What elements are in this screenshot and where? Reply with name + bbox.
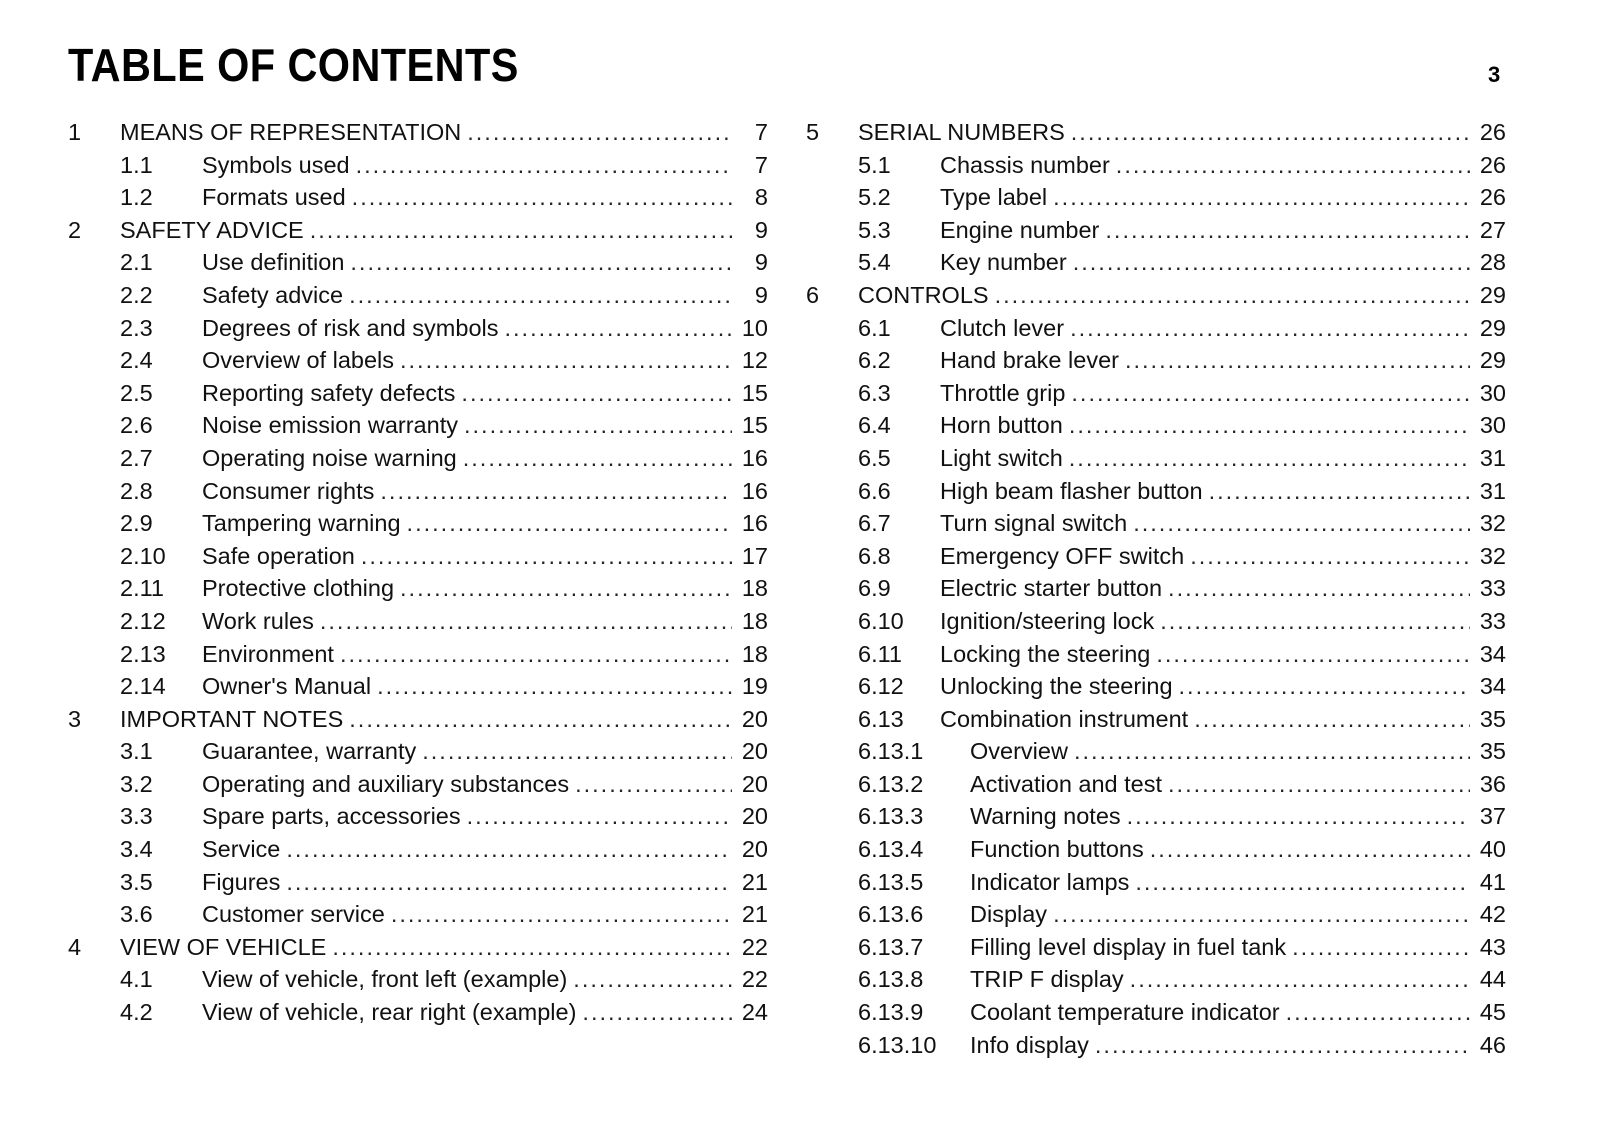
- toc-entry[interactable]: [806, 898, 1506, 931]
- dot-leader: [1071, 116, 1470, 149]
- toc-entry-page: 32: [1479, 542, 1506, 569]
- dot-leader: [995, 279, 1470, 312]
- toc-entry[interactable]: [806, 800, 1506, 833]
- toc-entry-label: Owner's Manual: [202, 673, 372, 700]
- toc-entry-label: View of vehicle, rear right (example): [202, 999, 577, 1026]
- toc-entry-page: 33: [1479, 607, 1506, 634]
- toc-entry-page: 34: [1479, 640, 1506, 667]
- dot-leader: [1160, 605, 1470, 638]
- toc-entry-label: Chassis number: [940, 151, 1110, 178]
- dot-leader: [350, 246, 732, 279]
- toc-entry[interactable]: [68, 866, 768, 899]
- toc-entry-page: 35: [1479, 738, 1506, 765]
- toc-entry-label: Symbols used: [202, 151, 350, 178]
- toc-entry-number: 2: [68, 216, 82, 243]
- toc-entry[interactable]: [806, 670, 1506, 703]
- toc-entry-label: Function buttons: [970, 836, 1144, 863]
- toc-entry-page: 43: [1479, 933, 1506, 960]
- toc-entry[interactable]: [806, 735, 1506, 768]
- dot-leader: [575, 768, 732, 801]
- toc-entry[interactable]: [806, 116, 1506, 149]
- toc-entry[interactable]: [68, 149, 768, 182]
- toc-entry-page: 27: [1479, 216, 1506, 243]
- dot-leader: [463, 442, 732, 475]
- toc-entry[interactable]: [806, 507, 1506, 540]
- toc-entry-page: 16: [741, 510, 768, 537]
- toc-entry-number: 6.4: [858, 412, 891, 439]
- toc-entry-page: 26: [1479, 184, 1506, 211]
- toc-entry-label: Horn button: [940, 412, 1063, 439]
- toc-entry-page: 42: [1479, 901, 1506, 928]
- dot-leader: [286, 866, 732, 899]
- toc-entry-page: 18: [741, 607, 768, 634]
- dot-leader: [464, 409, 732, 442]
- toc-entry-number: 6.6: [858, 477, 891, 504]
- toc-entry-number: 2.5: [120, 379, 153, 406]
- toc-entry-page: 29: [1479, 314, 1506, 341]
- toc-entry[interactable]: [806, 246, 1506, 279]
- toc-entry-number: 5: [806, 119, 820, 145]
- toc-entry-label: Degrees of risk and symbols: [202, 314, 499, 341]
- toc-entry-label: Filling level display in fuel tank: [970, 933, 1287, 960]
- toc-entry[interactable]: [806, 279, 1506, 312]
- toc-entry-label: Throttle grip: [940, 379, 1066, 406]
- toc-entry[interactable]: [68, 800, 768, 833]
- toc-entry-label: TRIP F display: [970, 966, 1124, 993]
- toc-entry-number: 6.12: [858, 673, 904, 700]
- toc-entry-label: CONTROLS: [858, 281, 989, 308]
- toc-entry-label: Hand brake lever: [940, 347, 1119, 374]
- toc-entry[interactable]: [806, 344, 1506, 377]
- toc-entry[interactable]: [68, 768, 768, 801]
- toc-entry-page: 30: [1479, 379, 1506, 406]
- toc-entry-label: Protective clothing: [202, 575, 395, 602]
- toc-entry[interactable]: [68, 898, 768, 931]
- toc-entry-page: 21: [741, 868, 768, 895]
- toc-entry-label: Figures: [202, 868, 281, 895]
- toc-entry-number: 2.14: [120, 673, 166, 700]
- dot-leader: [1150, 833, 1470, 866]
- toc-entry-number: 6.13.3: [858, 803, 924, 830]
- dot-leader: [1125, 344, 1470, 377]
- toc-entry-number: 3.4: [120, 836, 153, 863]
- toc-entry-label: Electric starter button: [940, 575, 1163, 602]
- toc-entry[interactable]: [68, 312, 768, 345]
- toc-entry-page: 35: [1479, 705, 1506, 732]
- toc-entry[interactable]: [68, 279, 768, 312]
- dot-leader: [1053, 898, 1470, 931]
- toc-entry-number: 6.13.4: [858, 836, 924, 863]
- dot-leader: [1127, 800, 1470, 833]
- toc-entry[interactable]: [68, 377, 768, 410]
- toc-entry[interactable]: [806, 214, 1506, 247]
- toc-entry-page: 18: [741, 640, 768, 667]
- toc-entry-page: 22: [741, 966, 768, 993]
- toc-entry[interactable]: [68, 638, 768, 671]
- toc-entry-number: 2.3: [120, 314, 153, 341]
- toc-entry-label: Work rules: [202, 607, 314, 634]
- dot-leader: [1105, 214, 1470, 247]
- toc-entry[interactable]: [68, 963, 768, 996]
- toc-entry-number: 3: [68, 705, 82, 732]
- toc-entry-page: 31: [1479, 477, 1506, 504]
- toc-entry-page: 24: [741, 999, 768, 1026]
- toc-entry-page: 19: [741, 673, 768, 700]
- toc-entry-number: 6.13.8: [858, 966, 924, 993]
- toc-entry[interactable]: [806, 377, 1506, 410]
- dot-leader: [504, 312, 732, 345]
- dot-leader: [377, 670, 732, 703]
- toc-entry-label: SERIAL NUMBERS: [858, 119, 1065, 145]
- toc-entry[interactable]: [68, 996, 768, 1029]
- toc-entry[interactable]: [68, 931, 768, 964]
- toc-entry-label: Operating noise warning: [202, 444, 457, 471]
- toc-entry-page: 9: [754, 216, 768, 243]
- toc-entry-label: Warning notes: [970, 803, 1121, 830]
- toc-entry-page: 45: [1479, 999, 1506, 1026]
- toc-entry-number: 6.9: [858, 575, 891, 602]
- toc-entry-number: 2.4: [120, 347, 153, 374]
- toc-entry-number: 1.2: [120, 184, 153, 211]
- dot-leader: [310, 214, 732, 247]
- toc-entry[interactable]: [806, 866, 1506, 899]
- toc-entry-label: Clutch lever: [940, 314, 1065, 341]
- toc-entry-page: 20: [741, 770, 768, 797]
- toc-entry-number: 4.1: [120, 966, 153, 993]
- toc-entry-page: 26: [1479, 151, 1506, 178]
- toc-entry-label: Overview of labels: [202, 347, 394, 374]
- toc-entry-number: 6.2: [858, 347, 891, 374]
- toc-entry[interactable]: [68, 670, 768, 703]
- toc-entry-number: 2.8: [120, 477, 153, 504]
- toc-entry-label: Guarantee, warranty: [202, 738, 417, 765]
- toc-entry-page: 46: [1479, 1031, 1506, 1058]
- toc-entry-number: 5.1: [858, 151, 891, 178]
- toc-entry-label: Coolant temperature indicator: [970, 999, 1280, 1026]
- toc-entry[interactable]: [806, 931, 1506, 964]
- toc-entry-number: 6.13.7: [858, 933, 924, 960]
- toc-entry[interactable]: [68, 116, 768, 149]
- page-title: TABLE OF CONTENTS: [68, 39, 519, 91]
- toc-entry-number: 6: [806, 281, 820, 308]
- toc-entry-number: 6.13.5: [858, 868, 924, 895]
- toc-entry-number: 6.13: [858, 705, 904, 732]
- dot-leader: [1071, 377, 1470, 410]
- toc-entry-label: Safety advice: [202, 281, 344, 308]
- toc-entry-label: Turn signal switch: [940, 510, 1128, 537]
- dot-leader: [1133, 507, 1470, 540]
- toc-entry-number: 3.5: [120, 868, 153, 895]
- dot-leader: [391, 898, 732, 931]
- toc-entry[interactable]: [68, 833, 768, 866]
- dot-leader: [320, 605, 732, 638]
- toc-entry[interactable]: [68, 572, 768, 605]
- toc-entry-page: 7: [754, 151, 768, 178]
- toc-entry[interactable]: [806, 605, 1506, 638]
- dot-leader: [356, 149, 732, 182]
- toc-entry[interactable]: [68, 475, 768, 508]
- toc-entry-page: 17: [741, 542, 768, 569]
- toc-entry-label: Info display: [970, 1031, 1089, 1058]
- toc-entry-label: IMPORTANT NOTES: [120, 705, 344, 732]
- toc-entry-number: 2.7: [120, 444, 153, 471]
- dot-leader: [1209, 475, 1470, 508]
- toc-entry[interactable]: [68, 246, 768, 279]
- dot-leader: [1190, 540, 1470, 573]
- dot-leader: [1130, 963, 1470, 996]
- toc-entry-label: Engine number: [940, 216, 1100, 243]
- toc-entry[interactable]: [806, 442, 1506, 475]
- toc-entry-label: Tampering warning: [202, 510, 401, 537]
- toc-right-column: [806, 116, 1506, 1061]
- toc-entry-page: 41: [1479, 868, 1506, 895]
- dot-leader: [1070, 312, 1470, 345]
- toc-entry-label: Service: [202, 836, 281, 863]
- toc-entry-page: 28: [1479, 249, 1506, 276]
- toc-entry-page: 34: [1479, 673, 1506, 700]
- toc-entry-number: 6.13.2: [858, 770, 924, 797]
- toc-entry-page: 32: [1479, 510, 1506, 537]
- toc-entry-number: 6.3: [858, 379, 891, 406]
- toc-entry[interactable]: [806, 181, 1506, 214]
- dot-leader: [400, 572, 732, 605]
- toc-entry-number: 5.4: [858, 249, 891, 276]
- toc-entry-page: 20: [741, 705, 768, 732]
- toc-entry-page: 15: [741, 379, 768, 406]
- toc-entry-label: Customer service: [202, 901, 385, 928]
- toc-entry-page: 16: [741, 477, 768, 504]
- dot-leader: [461, 377, 732, 410]
- toc-entry[interactable]: [806, 1029, 1506, 1062]
- toc-entry-number: 2.13: [120, 640, 166, 667]
- toc-entry-label: Combination instrument: [940, 705, 1189, 732]
- dot-leader: [422, 735, 732, 768]
- toc-entry-number: 2.6: [120, 412, 153, 439]
- dot-leader: [467, 116, 732, 149]
- dot-leader: [1069, 409, 1470, 442]
- toc-entry-label: View of vehicle, front left (example): [202, 966, 568, 993]
- toc-entry-page: 44: [1479, 966, 1506, 993]
- dot-leader: [286, 833, 732, 866]
- dot-leader: [332, 931, 732, 964]
- toc-entry-number: 6.11: [858, 640, 902, 667]
- dot-leader: [349, 703, 732, 736]
- toc-entry[interactable]: [68, 703, 768, 736]
- toc-entry-number: 2.10: [120, 542, 166, 569]
- toc-entry[interactable]: [68, 214, 768, 247]
- dot-leader: [1194, 703, 1470, 736]
- toc-entry-number: 2.2: [120, 281, 153, 308]
- toc-entry-page: 21: [741, 901, 768, 928]
- toc-entry-number: 3.6: [120, 901, 153, 928]
- toc-entry-label: Consumer rights: [202, 477, 375, 504]
- dot-leader: [1073, 246, 1470, 279]
- toc-entry[interactable]: [806, 768, 1506, 801]
- toc-entry[interactable]: [68, 344, 768, 377]
- toc-entry[interactable]: [806, 638, 1506, 671]
- toc-entry-number: 3.2: [120, 770, 153, 797]
- toc-entry-label: VIEW OF VEHICLE: [120, 933, 327, 960]
- toc-entry-label: Reporting safety defects: [202, 379, 456, 406]
- dot-leader: [1168, 768, 1470, 801]
- toc-entry-number: 5.3: [858, 216, 891, 243]
- toc-entry-number: 5.2: [858, 184, 891, 211]
- dot-leader: [340, 638, 732, 671]
- toc-entry-page: 9: [754, 281, 768, 308]
- toc-entry-label: Emergency OFF switch: [940, 542, 1185, 569]
- page-number: 3: [1488, 62, 1501, 87]
- toc-entry-label: Safe operation: [202, 542, 355, 569]
- toc-entry-page: 26: [1479, 119, 1506, 145]
- toc-entry-number: 2.12: [120, 607, 166, 634]
- toc-entry[interactable]: [806, 540, 1506, 573]
- toc-entry-number: 3.3: [120, 803, 153, 830]
- dot-leader: [1286, 996, 1470, 1029]
- toc-entry[interactable]: [806, 409, 1506, 442]
- toc-entry-page: 29: [1479, 347, 1506, 374]
- dot-leader: [582, 996, 732, 1029]
- dot-leader: [1179, 670, 1470, 703]
- toc-entry[interactable]: [68, 409, 768, 442]
- toc-entry-label: Operating and auxiliary substances: [202, 770, 570, 797]
- dot-leader: [1168, 572, 1470, 605]
- toc-entry-label: High beam flasher button: [940, 477, 1203, 504]
- toc-entry[interactable]: [806, 475, 1506, 508]
- toc-entry-number: 1.1: [120, 151, 153, 178]
- toc-entry-number: 6.7: [858, 510, 891, 537]
- toc-entry-label: Formats used: [202, 184, 346, 211]
- toc-entry-label: Noise emission warranty: [202, 412, 458, 439]
- toc-entry-page: 36: [1479, 770, 1506, 797]
- toc-entry-page: 9: [754, 249, 768, 276]
- toc-entry-number: 6.10: [858, 607, 904, 634]
- toc-entry[interactable]: [68, 507, 768, 540]
- toc-entry[interactable]: [68, 540, 768, 573]
- toc-entry-page: 15: [741, 412, 768, 439]
- dot-leader: [573, 963, 732, 996]
- toc-entry[interactable]: [806, 833, 1506, 866]
- toc-entry-number: 2.9: [120, 510, 153, 537]
- toc-entry-number: 4.2: [120, 999, 153, 1026]
- toc-entry-label: Spare parts, accessories: [202, 803, 461, 830]
- toc-entry-label: Environment: [202, 640, 334, 667]
- toc-entry-number: 1: [68, 119, 82, 145]
- toc-entry[interactable]: [806, 149, 1506, 182]
- toc-entry-label: SAFETY ADVICE: [120, 216, 304, 243]
- toc-entry-page: 29: [1479, 281, 1506, 308]
- toc-entry[interactable]: [806, 703, 1506, 736]
- toc-entry-number: 6.13.1: [858, 738, 924, 765]
- dot-leader: [1074, 735, 1470, 768]
- toc-entry-page: 30: [1479, 412, 1506, 439]
- toc-entry-number: 6.1: [858, 314, 891, 341]
- toc-entry[interactable]: [68, 442, 768, 475]
- toc-entry-page: 31: [1479, 444, 1506, 471]
- toc-entry-number: 6.13.9: [858, 999, 924, 1026]
- toc-entry-page: 10: [741, 314, 768, 341]
- toc-entry-number: 2.11: [120, 575, 164, 602]
- toc-entry[interactable]: [806, 963, 1506, 996]
- toc-entry[interactable]: [68, 181, 768, 214]
- dot-leader: [1135, 866, 1470, 899]
- dot-leader: [1156, 638, 1470, 671]
- toc-entry-page: 33: [1479, 575, 1506, 602]
- dot-leader: [1095, 1029, 1470, 1062]
- toc-entry-label: Use definition: [202, 249, 345, 276]
- toc-entry-label: Key number: [940, 249, 1067, 276]
- toc-entry-page: 16: [741, 444, 768, 471]
- toc-entry-number: 6.13.6: [858, 901, 924, 928]
- dot-leader: [1116, 149, 1470, 182]
- toc-entry-page: 7: [754, 119, 768, 145]
- dot-leader: [1053, 181, 1470, 214]
- dot-leader: [1292, 931, 1470, 964]
- dot-leader: [352, 181, 732, 214]
- toc-entry-label: Activation and test: [970, 770, 1163, 797]
- toc-entry-number: 4: [68, 933, 82, 960]
- toc-entry-label: Overview: [970, 738, 1068, 765]
- toc-entry-label: Display: [970, 901, 1048, 928]
- dot-leader: [400, 344, 732, 377]
- dot-leader: [361, 540, 732, 573]
- toc-entry-number: 6.5: [858, 444, 891, 471]
- toc-entry-number: 6.8: [858, 542, 891, 569]
- toc-entry[interactable]: [806, 572, 1506, 605]
- dot-leader: [407, 507, 732, 540]
- toc-entry-page: 20: [741, 836, 768, 863]
- toc-entry-number: 3.1: [120, 738, 153, 765]
- toc-entry-label: MEANS OF REPRESENTATION: [120, 119, 462, 145]
- toc-entry-label: Light switch: [940, 444, 1063, 471]
- dot-leader: [1069, 442, 1470, 475]
- toc-entry-page: 18: [741, 575, 768, 602]
- dot-leader: [467, 800, 732, 833]
- toc-entry-page: 20: [741, 738, 768, 765]
- dot-leader: [380, 475, 732, 508]
- toc-entry-label: Unlocking the steering: [940, 673, 1173, 700]
- toc-entry-label: Indicator lamps: [970, 868, 1130, 895]
- dot-leader: [349, 279, 732, 312]
- toc-entry-label: Locking the steering: [940, 640, 1151, 667]
- toc-left-column: [68, 116, 768, 1029]
- toc-entry-number: 2.1: [120, 249, 153, 276]
- toc-entry[interactable]: [68, 605, 768, 638]
- toc-entry-page: 37: [1479, 803, 1506, 830]
- toc-entry[interactable]: [68, 735, 768, 768]
- toc-entry-page: 22: [741, 933, 768, 960]
- toc-entry-label: Type label: [940, 184, 1048, 211]
- toc-entry-page: 20: [741, 803, 768, 830]
- toc-entry-page: 12: [741, 347, 768, 374]
- toc-entry[interactable]: [806, 312, 1506, 345]
- toc-entry-number: 6.13.10: [858, 1031, 937, 1058]
- toc-entry-label: Ignition/steering lock: [940, 607, 1155, 634]
- toc-entry-page: 8: [754, 184, 768, 211]
- toc-entry-page: 40: [1479, 836, 1506, 863]
- toc-entry[interactable]: [806, 996, 1506, 1029]
